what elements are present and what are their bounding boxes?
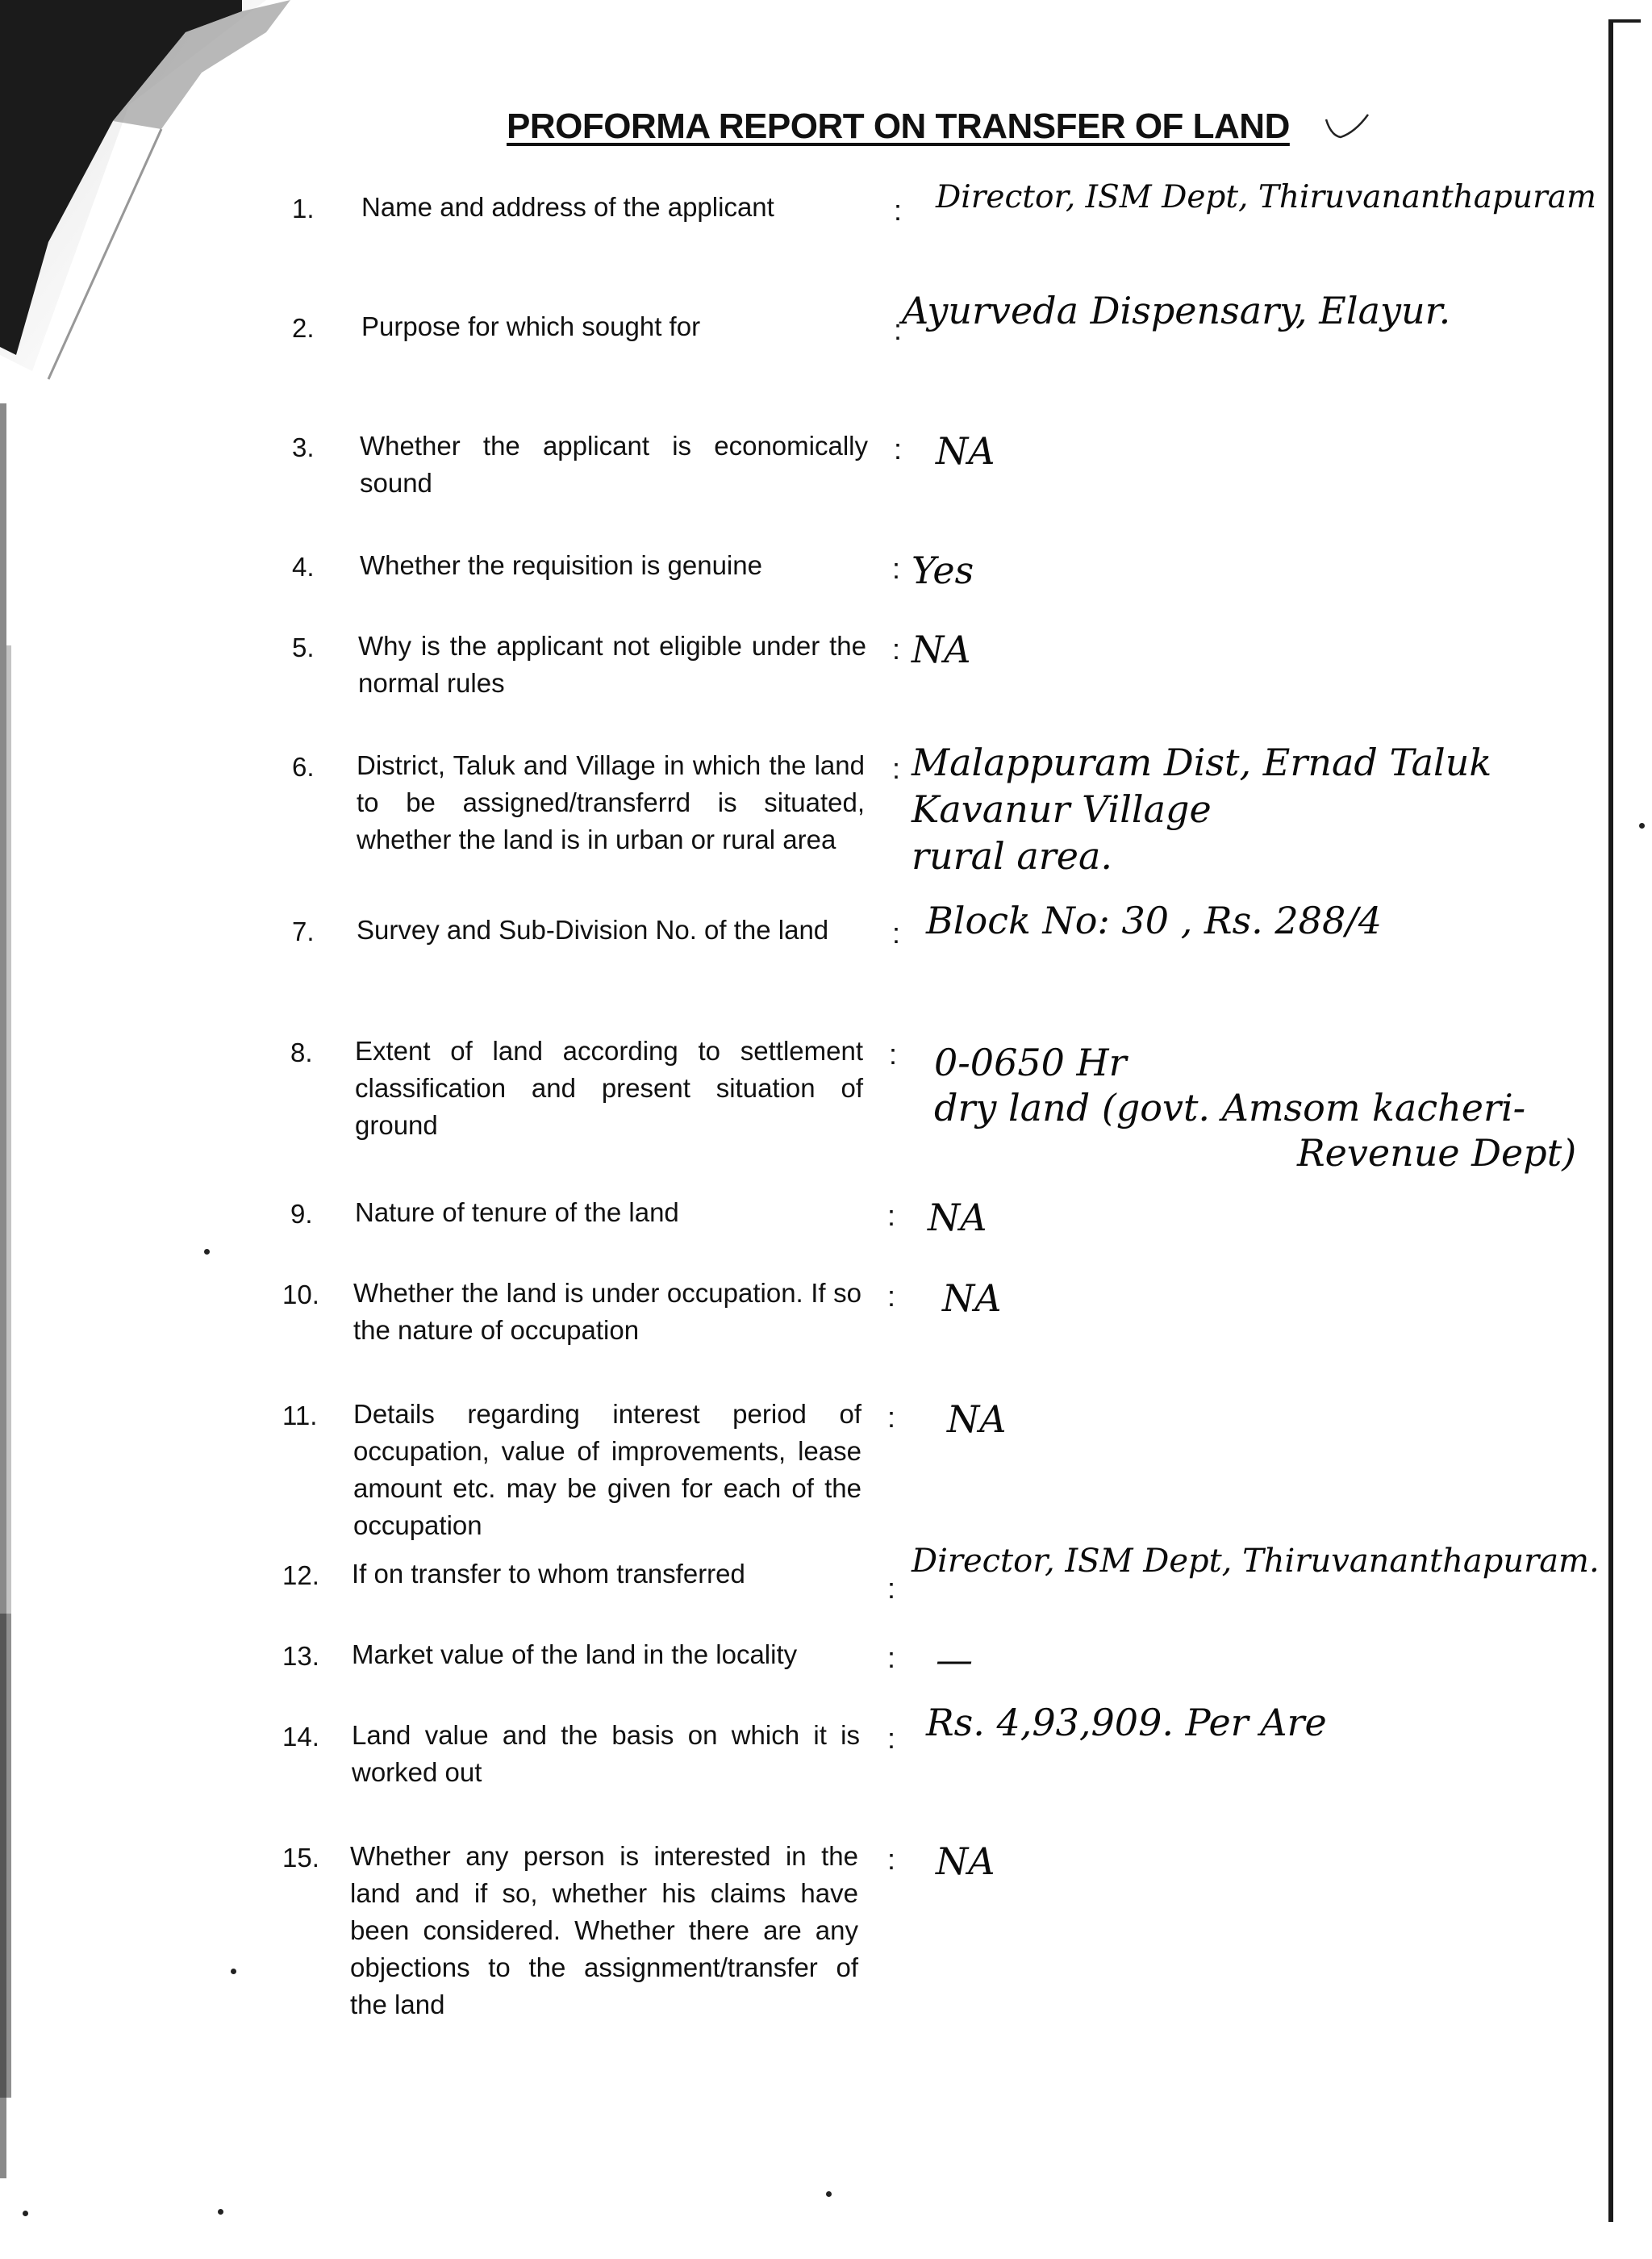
- item-answer-handwritten: NA: [947, 1397, 1007, 1441]
- scan-right-border-tick: [1608, 19, 1641, 23]
- item-colon: :: [887, 1641, 896, 1674]
- item-colon: :: [887, 1722, 896, 1755]
- item-answer-handwritten: NA: [928, 1196, 987, 1239]
- item-colon: :: [887, 1572, 896, 1605]
- item-number: 1.: [292, 194, 315, 223]
- item-answer-handwritten: NA: [942, 1276, 1002, 1320]
- item-answer-handwritten: Kavanur Village: [912, 787, 1212, 831]
- scan-speck: [23, 2211, 28, 2216]
- scan-right-border: [1608, 19, 1613, 2222]
- item-number: 12.: [282, 1560, 319, 1590]
- item-answer-handwritten: Ayurveda Dispensary, Elayur.: [902, 289, 1451, 332]
- item-answer-handwritten: Block No: 30 , Rs. 288/4: [926, 899, 1382, 942]
- scan-corner-shadow: [0, 0, 403, 420]
- item-number: 9.: [290, 1199, 313, 1229]
- item-colon: :: [887, 1401, 896, 1434]
- item-number: 6.: [292, 752, 315, 782]
- scan-speck: [204, 1249, 210, 1255]
- item-number: 10.: [282, 1280, 319, 1309]
- item-colon: :: [894, 432, 903, 466]
- item-number: 13.: [282, 1641, 319, 1671]
- item-answer-handwritten: NA: [936, 1839, 995, 1883]
- item-question: Nature of tenure of the land: [355, 1197, 679, 1227]
- item-question: Whether the land is under occupation. If so the nature of occupation: [353, 1278, 861, 1345]
- item-number: 3.: [292, 432, 315, 462]
- item-answer-handwritten: NA: [912, 628, 971, 671]
- item-question: If on transfer to whom transferred: [352, 1559, 745, 1589]
- item-question: Name and address of the applicant: [361, 192, 774, 222]
- item-question: Market value of the land in the locality: [352, 1639, 798, 1669]
- item-answer-handwritten: Director, ISM Dept, Thiruvananthapuram.: [912, 1543, 1600, 1580]
- item-number: 14.: [282, 1722, 319, 1752]
- item-number: 5.: [292, 633, 315, 662]
- scan-left-edge-shadow: [0, 403, 32, 2178]
- item-colon: :: [892, 917, 901, 950]
- item-number: 2.: [292, 313, 315, 343]
- item-answer-handwritten: Malappuram Dist, Ernad Taluk: [912, 741, 1492, 784]
- item-colon: :: [892, 633, 901, 666]
- item-answer-handwritten: Revenue Dept): [1297, 1131, 1577, 1175]
- scan-speck: [231, 1969, 236, 1974]
- item-colon: :: [892, 552, 901, 585]
- item-question: District, Taluk and Village in which the land to be assigned/transferrd is situated, whether the land is in urban or rural area: [357, 750, 865, 854]
- check-mark-icon: [1323, 111, 1371, 144]
- item-question: Whether the applicant is economically sound: [360, 431, 868, 498]
- item-question: Why is the applicant not eligible under the normal rules: [358, 631, 866, 698]
- item-answer-handwritten: dry land (govt. Amsom kacheri-: [934, 1086, 1526, 1130]
- item-colon: :: [887, 1199, 896, 1232]
- item-colon: :: [889, 1038, 898, 1071]
- scan-speck: [826, 2191, 832, 2197]
- item-answer-handwritten: —: [936, 1638, 973, 1681]
- item-colon: :: [887, 1280, 896, 1313]
- item-answer-handwritten: Yes: [912, 549, 974, 592]
- item-colon: :: [887, 1843, 896, 1876]
- page-title: PROFORMA REPORT ON TRANSFER OF LAND: [507, 106, 1290, 146]
- item-colon: :: [894, 194, 903, 227]
- item-number: 7.: [292, 917, 315, 946]
- item-question: Whether any person is interested in the land and if so, whether his claims have been considered. Whether there are any objections to the assignment/transfer of the land: [350, 1841, 858, 2019]
- item-number: 4.: [292, 552, 315, 582]
- item-number: 15.: [282, 1843, 319, 1873]
- item-question: Land value and the basis on which it is worked out: [352, 1720, 860, 1787]
- item-number: 11.: [282, 1401, 318, 1430]
- item-colon: :: [894, 313, 903, 346]
- item-colon: :: [892, 752, 901, 785]
- item-number: 8.: [290, 1038, 313, 1067]
- scan-speck: [1639, 823, 1645, 829]
- item-answer-handwritten: Director, ISM Dept, Thiruvananthapuram: [936, 179, 1596, 215]
- item-answer-handwritten: 0-0650 Hr: [934, 1041, 1127, 1084]
- item-question: Purpose for which sought for: [361, 311, 701, 341]
- item-answer-handwritten: rural area.: [912, 834, 1113, 878]
- scan-speck: [218, 2209, 223, 2215]
- item-question: Details regarding interest period of occupation, value of improvements, lease amount etc. may be given for each of the occupation: [353, 1399, 861, 1540]
- item-answer-handwritten: Rs. 4,93,909. Per Are: [926, 1701, 1327, 1744]
- item-question: Extent of land according to settlement classification and present situation of ground: [355, 1036, 863, 1140]
- item-question: Survey and Sub-Division No. of the land: [357, 915, 829, 945]
- item-answer-handwritten: NA: [936, 429, 995, 473]
- item-question: Whether the requisition is genuine: [360, 550, 762, 580]
